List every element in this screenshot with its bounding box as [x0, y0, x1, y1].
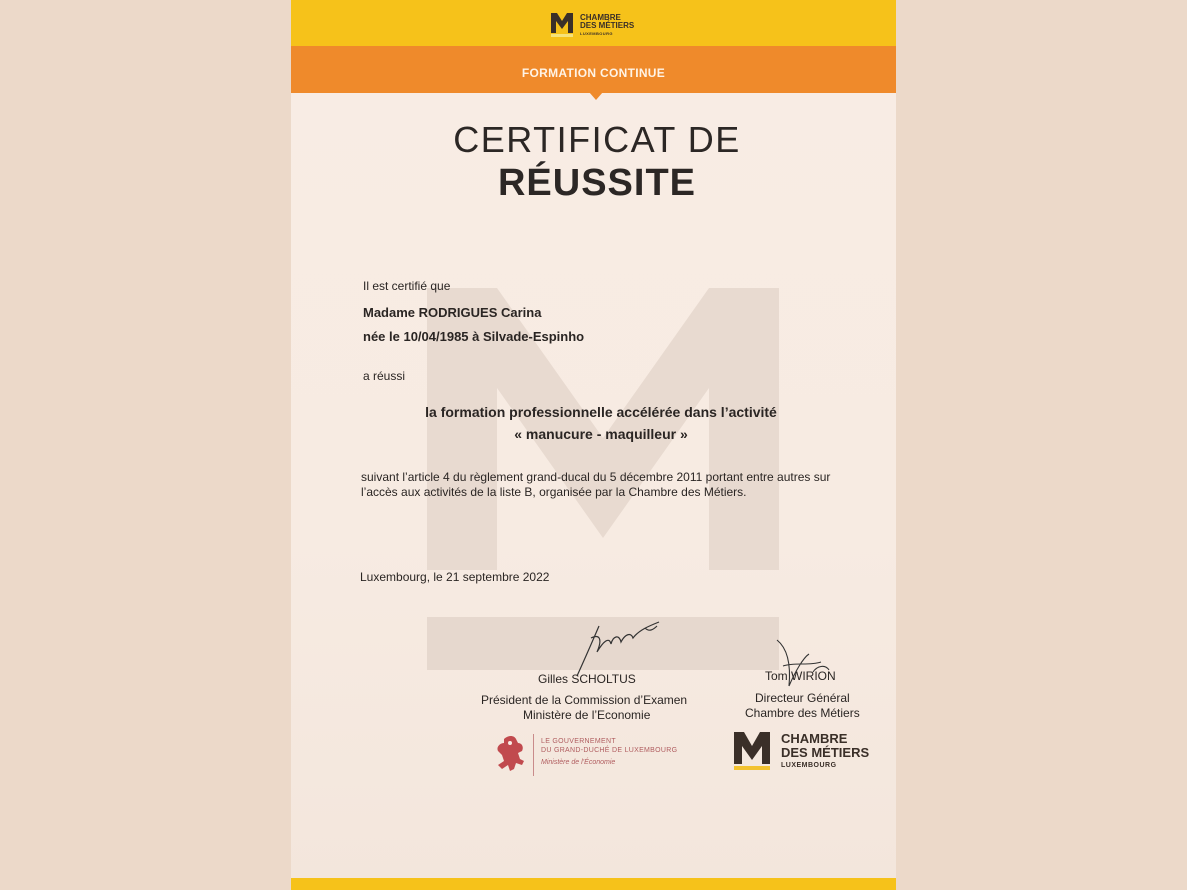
signatory2-role-line2: Chambre des Métiers [745, 706, 860, 720]
place-date: Luxembourg, le 21 septembre 2022 [360, 570, 550, 584]
top-logo-line1: CHAMBRE [580, 13, 621, 22]
red-lion-icon [494, 733, 528, 773]
intro-text: Il est certifié que [363, 279, 451, 293]
recipient-name: Madame RODRIGUES Carina [363, 305, 542, 320]
m-logo-icon [549, 11, 575, 37]
gov-line2: DU GRAND-DUCHÉ DE LUXEMBOURG [541, 747, 678, 754]
m-logo-large-icon [732, 730, 772, 772]
formation-line2: « manucure - maquilleur » [514, 426, 688, 442]
certificate-sheet [291, 0, 896, 890]
band-notch [589, 92, 603, 100]
signatory2-role-line1: Directeur Général [755, 691, 850, 705]
certificate-title-line2: RÉUSSITE [497, 162, 697, 204]
footer-chambre-logo [732, 730, 892, 774]
gov-divider [533, 734, 534, 776]
bottom-yellow-band [291, 878, 896, 890]
band-label: FORMATION CONTINUE [521, 66, 666, 80]
footer-logo-line2: DES MÉTIERS [781, 745, 870, 760]
certificate-title-line1: CERTIFICAT DE [453, 119, 741, 160]
legal-line2: l’accès aux activités de la liste B, organisée par la Chambre des Métiers. [361, 485, 747, 499]
legal-line1: suivant l’article 4 du règlement grand-ducal du 5 décembre 2011 portant entre autres sur [361, 470, 831, 484]
signatory2-name: Tom WIRION [765, 669, 836, 683]
signatory1-role-line1: Président de la Commission d’Examen [481, 693, 688, 707]
signatory1-role-line2: Ministère de l’Economie [523, 708, 651, 722]
signatory1-name: Gilles SCHOLTUS [538, 672, 636, 686]
footer-logo-line3: LUXEMBOURG [781, 762, 837, 769]
top-logo-line2: DES MÉTIERS [580, 21, 635, 30]
signature-scholtus-icon [569, 618, 669, 678]
formation-line1: la formation professionnelle accélérée dans l’activité [425, 404, 777, 420]
top-chambre-logo [549, 11, 649, 39]
gov-line3: Ministère de l’Économie [541, 759, 616, 766]
result-text: a réussi [363, 369, 406, 383]
recipient-birth: née le 10/04/1985 à Silvade-Espinho [363, 329, 585, 344]
top-logo-line3: LUXEMBOURG [580, 31, 613, 36]
footer-logo-line1: CHAMBRE [781, 731, 848, 746]
gov-line1: LE GOUVERNEMENT [541, 738, 616, 745]
